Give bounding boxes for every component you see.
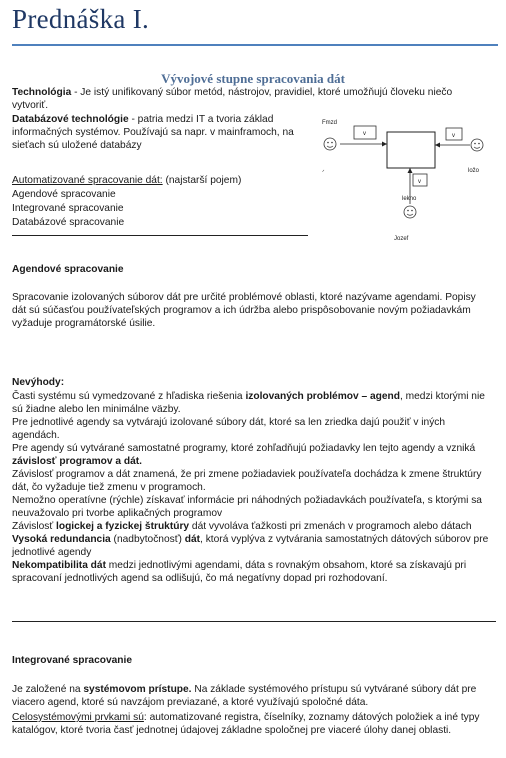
agendove-heading: Agendové spracovanie [12,264,124,275]
nevyhody-item [12,559,494,585]
nevyhody-item-text: (nadbytočnosť) [110,534,185,545]
term-databazove: Databázové technológie [12,114,129,125]
diagram-label-top-left: Fmzd [322,120,337,126]
diagram-label-bottom: lekno [402,196,417,202]
smiley-icon [324,138,336,150]
nevyhody-item [12,390,494,416]
diagram-label-right: ložo [468,168,480,174]
nevyhody-item-text: závislosť programov a dát. [12,456,143,467]
nevyhody-item-text: dát [184,534,201,545]
nevyhody-item-text: Závislosť [12,521,57,532]
integrovane-heading: Integrované spracovanie [12,655,133,666]
diagram-svg [310,112,500,247]
auto-item: Agendové spracovanie [12,189,116,200]
title-divider [12,44,498,46]
integrovane-p2-text: : automatizované registra, číselníky, zoznamy dátových položiek a iné typy katalógov, ktoré tvoria časť jednotnej údajovej základne spoločnej pre viaceré úlohy danej oblasti. [12,712,480,736]
integrovane-p1-a: Je založené na [12,684,84,695]
diagram-box-right-label: v [452,133,455,139]
definition-technologia [12,86,482,112]
nevyhody-item [12,442,494,468]
term-technologia: Technológia [12,87,72,98]
integrovane-paragraph-1 [12,683,494,709]
auto-heading: Automatizované spracovanie dát: [12,175,163,186]
nevyhody-item [12,520,494,533]
agendove-paragraph: Spracovanie izolovaných súborov dát pre určité problémové oblasti, ktoré nazývame agendami. Popisy dát sú súčasťou používateľských programov a ich údržba alebo prispôsobovanie novým požiadavkám vyžaduje programátorské úsilie. [12,292,476,329]
diagram-box-left-label: v [363,131,366,137]
diagram-box-bottom-label: v [418,179,421,185]
nevyhody-item [12,494,494,520]
integrovane-paragraph-2 [12,711,494,737]
nevyhody-item-text: Nemožno operatívne (rýchle) získavať informácie pri náhodných požiadavkách používateľa, s ktorými sa neuvažovalo pri tvorbe aplikačných programov [12,495,482,519]
diagram-center-box [387,132,435,168]
nevyhody-item-text: Časti systému sú vymedzované z hľadiska riešenia [12,391,246,402]
nevyhody-item-text: Vysoká redundancia [12,534,111,545]
integrovane-p1-b: systémovom prístupe. [83,684,192,695]
nevyhody-item-text: Závislosť programov a dát znamená, že pri zmene požiadaviek používateľa dochádza k zmene štruktúry dát, čo vyžaduje tiež zmenu v programoch. [12,469,482,493]
nevyhody-item-text: logickej a fyzickej štruktúry [56,521,190,532]
diagram-label-left-mark: ᐟ [322,170,325,176]
nevyhody-item [12,468,494,494]
page-title: Prednáška I. [12,4,150,34]
text-technologia: - Je istý unifikovaný súbor metód, nástrojov, pravidiel, ktoré umožňujú človeku niečo vytvoriť. [12,87,453,111]
auto-item: Integrované spracovanie [12,203,124,214]
text-databazove: - patria medzi IT a tvoria základ informačných systémov. Používajú sa napr. v mainframoch, na sieťach sú uložené databázy [12,114,294,151]
nevyhody-item-text: dát vyvoláva ťažkosti pri zmenách v programoch alebo dátach [189,521,472,532]
smiley-icon [404,206,416,218]
section-divider [12,621,496,622]
nevyhody-item-text: Nekompatibilita dát [12,560,106,571]
smiley-icon [471,139,483,151]
nevyhody-item-text: Pre jednotlivé agendy sa vytvárajú izolované súbory dát, ktoré sa len zriedka dajú použiť v iných agendách. [12,417,446,441]
nevyhody-item [12,533,494,559]
definition-databazove [12,113,310,152]
nevyhody-list [12,390,494,585]
auto-item: Databázové spracovanie [12,217,125,228]
auto-heading-note: (najstarší pojem) [162,175,242,186]
integrovane-p1-c: Na základe systémového prístupu sú vytvárané súbory dát pre viacero agend, ktoré sú navzájom previazané, a ktoré využívajú spoločné dáta. [12,684,477,708]
section-subtitle: Vývojové stupne spracovania dát [161,71,345,86]
data-flow-diagram [310,112,500,247]
nevyhody-item-text: Pre agendy sú vytvárané samostatné programy, ktoré zohľadňujú požiadavky len tejto agendy a vzniká [12,443,476,454]
nevyhody-item-text: , medzi ktorými nie sú žiadne alebo len minimálne väzby. [12,391,485,415]
nevyhody-item-text: , ktorá vyplýva z vytvárania samostatných dátových súborov pre jednotlivé agendy [12,534,489,558]
nevyhody-item [12,416,494,442]
auto-heading-line [12,174,312,187]
nevyhody-heading: Nevýhody: [12,377,65,388]
integrovane-p2-term: Celosystémovými prvkami sú [12,712,144,723]
diagram-label-bottom-name: Jozef [394,236,409,242]
section-divider [12,235,308,236]
nevyhody-item-text: izolovaných problémov – agend [245,391,400,402]
nevyhody-item-text: medzi jednotlivými agendami, dáta s rovnakým obsahom, ktoré sa získavajú pri spracovaní jednotlivých agend sa odlišujú, čo má negatívny dopad pri rozhodovaní. [12,560,467,584]
